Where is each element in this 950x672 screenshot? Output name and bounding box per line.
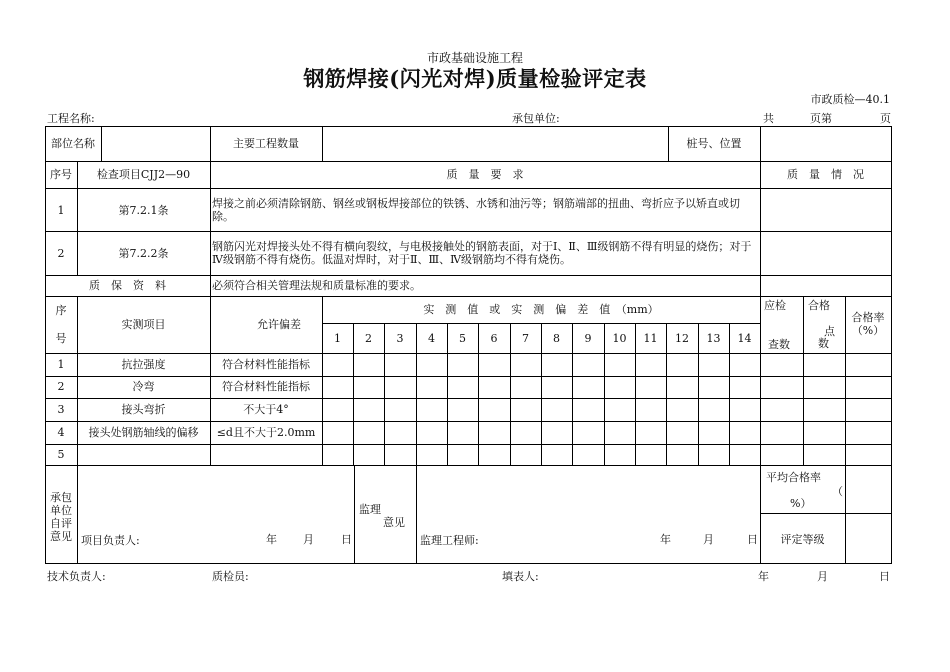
value-column-number: 10 (612, 332, 627, 345)
pages-total-label: 共 (763, 112, 774, 125)
grade-value[interactable] (847, 515, 890, 562)
supervision-label-top: 监理 (359, 503, 381, 516)
quality-status-header: 质 量 情 况 (787, 168, 864, 181)
measure-row-tolerance: 符合材料性能指标 (222, 358, 310, 371)
measure-row-tolerance: ≤d且不大于2.0mm (216, 426, 316, 439)
measure-row-item: 抗拉强度 (121, 358, 166, 371)
form-code: 市政质检—40.1 (810, 93, 890, 106)
pass-count-header-bottom: 数 (818, 337, 829, 350)
contractor-eval-line: 意见 (50, 530, 72, 543)
measure-item-header: 实测项目 (121, 318, 166, 331)
check-count-header-bottom: 查数 (768, 338, 790, 351)
quality-docs-text: 必须符合相关管理法规和质量标准的要求。 (212, 279, 421, 292)
value-column-number: 9 (584, 332, 592, 345)
main-quantity-label: 主要工程数量 (233, 137, 299, 150)
filler-label: 填表人: (502, 570, 539, 583)
value-column-number: 5 (459, 332, 466, 345)
values-header: 实 测 值 或 实 测 偏 差 值 （mm） (423, 303, 659, 316)
measure-row-item: 冷弯 (132, 380, 155, 393)
value-column-number: 2 (365, 332, 372, 345)
inspector-label: 质检员: (212, 570, 249, 583)
pass-count-header-top: 合格 (808, 299, 830, 312)
project-manager-label: 项目负责人: (81, 534, 140, 547)
quality-seq-header: 序号 (50, 168, 72, 181)
value-column-number: 14 (737, 332, 752, 345)
contractor-sign-day: 日 (341, 533, 352, 546)
project-name-label: 工程名称: (47, 112, 95, 125)
measure-row-no: 1 (57, 358, 65, 371)
measure-row-tolerance: 符合材料性能指标 (222, 380, 310, 393)
avg-pass-rate-value[interactable] (847, 467, 890, 512)
value-column-number: 11 (643, 332, 658, 345)
check-count-header-top: 应检 (764, 299, 786, 312)
form-subtitle: 市政基础设施工程 (426, 51, 523, 65)
footer-day: 日 (879, 570, 890, 583)
quality-row-clause: 第7.2.2条 (118, 247, 169, 260)
value-column-number: 13 (706, 332, 721, 345)
supervisor-sign-year: 年 (660, 533, 671, 546)
station-label: 桩号、位置 (686, 137, 742, 150)
page-title: 钢筋焊接(闪光对焊)质量检验评定表 (303, 66, 647, 91)
quality-item-header: 检查项目CJJ2—90 (96, 168, 191, 181)
pass-rate-header-bottom: （%） (851, 324, 885, 337)
quality-row-text: 钢筋闪光对焊接头处不得有横向裂纹，与电极接触处的钢筋表面，对于Ⅰ、Ⅱ、Ⅲ级钢筋不得有明显的烧伤；对于Ⅳ级钢筋不得有烧伤。低温对焊时，对于Ⅱ、Ⅲ、Ⅳ级钢筋均不得有烧伤。 (212, 240, 752, 266)
grade-label: 评定等级 (780, 533, 825, 546)
pages-mid-label: 页第 (810, 112, 832, 125)
quality-requirements-header: 质 量 要 求 (446, 168, 524, 181)
measure-seq-header-bottom: 号 (55, 332, 67, 345)
measure-row-no: 5 (57, 448, 65, 461)
tech-lead-label: 技术负责人: (47, 570, 106, 583)
value-column-number: 12 (675, 332, 689, 345)
avg-pass-rate-label: 平均合格率 (766, 471, 821, 484)
contractor-eval-line: 自评 (50, 517, 72, 530)
main-quantity-value[interactable] (324, 128, 667, 160)
measure-seq-header-top: 序 (55, 304, 67, 317)
quality-row-clause: 第7.2.1条 (118, 204, 169, 217)
measure-row-tolerance: 不大于4° (243, 403, 289, 416)
measure-row-no: 2 (57, 380, 65, 393)
part-name-value[interactable] (103, 128, 209, 160)
value-column-number: 7 (522, 332, 529, 345)
pass-count-header-mid: 点 (824, 325, 835, 338)
supervisor-sign-day: 日 (747, 533, 758, 546)
value-column-number: 8 (553, 332, 560, 345)
contractor-sign-month: 月 (303, 533, 314, 546)
quality-docs-label: 质 保 资 料 (89, 279, 166, 292)
contractor-sign-year: 年 (266, 533, 277, 546)
pages-end-label: 页 (880, 112, 891, 125)
quality-row-status[interactable] (762, 190, 890, 230)
supervisor-sign-month: 月 (703, 533, 714, 546)
contractor-eval-line: 单位 (50, 504, 72, 517)
measure-row-no: 4 (57, 426, 65, 439)
value-column-number: 4 (428, 332, 435, 345)
supervisor-label: 监理工程师: (420, 534, 479, 547)
value-column-number: 1 (334, 332, 341, 345)
pass-rate-header-top: 合格率 (851, 311, 885, 324)
value-column-number: 3 (396, 332, 404, 345)
contractor-label: 承包单位: (512, 112, 560, 125)
part-name-label: 部位名称 (51, 137, 95, 150)
quality-row-no: 1 (57, 204, 65, 217)
quality-row-no: 2 (57, 247, 65, 260)
footer-month: 月 (817, 570, 828, 583)
avg-pass-rate-paren: （ (832, 485, 843, 498)
measure-row-item: 接头弯折 (121, 403, 166, 416)
avg-pass-rate-unit: %） (790, 497, 812, 510)
measure-row-no: 3 (57, 403, 65, 416)
contractor-eval-line: 承包 (50, 491, 72, 504)
station-value[interactable] (762, 128, 890, 160)
footer-year: 年 (758, 570, 769, 583)
tolerance-header: 允许偏差 (257, 318, 301, 331)
quality-row-status[interactable] (762, 233, 890, 274)
value-column-number: 6 (490, 332, 498, 345)
supervision-label-bottom: 意见 (383, 516, 405, 529)
measure-row-item: 接头处钢筋轴线的偏移 (88, 426, 199, 439)
quality-row-text: 焊接之前必须清除钢筋、钢丝或钢板焊接部位的铁锈、水锈和油污等；钢筋端部的扭曲、弯折应予以矫直或切除。 (212, 197, 740, 223)
